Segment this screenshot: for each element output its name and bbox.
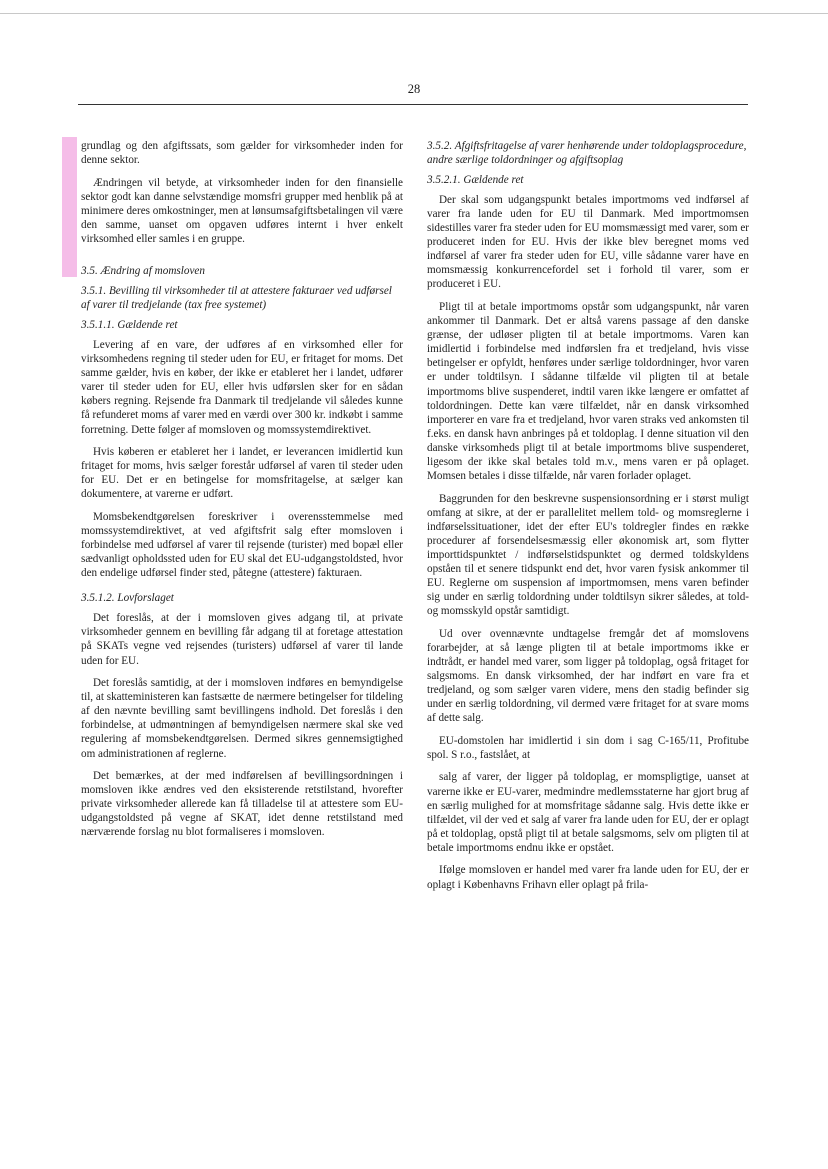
- paragraph: Baggrunden for den beskrevne suspensionsordning er i størst muligt omfang at sikre, at der er parallelitet mellem told- og momsreglerne i indførselssituationer, idet der efter EU's toldregler findes en række procedurer af forsendelsesmæssig eller økonomisk art, som flytter importtidspunktet / indførselstidspunktet og dermed toldskyldens opståen til et senere tidspunkt end det, hvor varen fysisk ankommer til EU. Reglerne om suspension af importmomsen, mens varen befinder sig under en særlig toldordning under toldtilsyn sikrer således, at told- og momsskyld opstår samtidigt.: [427, 492, 749, 618]
- header-rule: [78, 104, 748, 105]
- paragraph: Det bemærkes, at der med indførelsen af bevillingsordningen i momsloven ikke ændres ved den eksisterende retstilstand, hvorefter private virksomheder allerede kan få tilladelse til at attestere som EU-udgangstoldsted på vegne af SKAT, idet denne retstilstand med nærværende forslag nu blot formaliseres i momsloven.: [81, 770, 403, 839]
- page-number: 28: [407, 82, 421, 96]
- paragraph: Der skal som udgangspunkt betales importmoms ved indførsel af varer fra lande uden for EU til Danmark. Med importmomsen sidestilles varer fra steder uden for EU momsmæssigt med varer, som er produceret inden for EU. Hvis der ikke blev beregnet moms ved indførsel af varer fra steder uden for EU, ville sådanne varer have en momsmæssig konkurrencefordel set i forhold til varer, som er produceret i EU.: [427, 194, 749, 291]
- paragraph: EU-domstolen har imidlertid i sin dom i sag C-165/11, Profitube spol. S r.o., fastslået, at: [427, 734, 749, 761]
- paragraph: Ifølge momsloven er handel med varer fra lande uden for EU, der er oplagt i Københavns Frihavn eller oplagt på frila-: [427, 864, 749, 891]
- paragraph: Det foreslås, at der i momsloven gives adgang til, at private virksomheder gennem en bevilling får adgang til at foretage attestation på SKATs vegne ved rejsendes (turisters) udførsel af varer til lande uden for EU.: [81, 612, 403, 667]
- highlight-mark: [62, 137, 77, 277]
- paragraph: Det foreslås samtidig, at der i momsloven indføres en bemyndigelse til, at skatteministeren kan fastsætte de nærmere betingelser for tildeling af den nævnte bevilling samt bevillingens indhold. Det foreslås i den forbindelse, at udmøntningen af bemyndigelsen nærmere skal ske ved regulering af momsbekendtgørelsen. Dermed sikres gennemsigtighed om administrationen af reglerne.: [81, 677, 403, 760]
- paragraph: Pligt til at betale importmoms opstår som udgangspunkt, når varen ankommer til Danmark. Det er altså varens passage af den danske grænse, der udløser pligten til at betale importmoms. Varen kan imidlertid i forbindelse med indførslen fra et tredjeland, hvis visse betingelser er opfyldt, henføres under særlige toldordninger, hvor varen er under toldtilsyn. I sådanne tilfælde vil pligten til at betale importmoms blive suspenderet, indtil varen ikke længere er omfattet af toldordningen. Dette kan være tilfældet, når en dansk virksomhed importerer en vare fra et tredjeland, hvor varen straks ved ankomsten til f.eks. en dansk havn anbringes på et toldoplag. I denne situation vil den danske virksomheds pligt til at betale importmoms blive suspenderet, ligesom der ikke skal betales told m.v., mens varen er på oplaget. Momsen betales i disse tilfælde, når varen forlader oplaget.: [427, 301, 749, 482]
- scan-edge-line: [0, 13, 828, 14]
- right-column: [427, 139, 749, 900]
- paragraph: grundlag og den afgiftssats, som gælder for virksomheder inden for denne sektor.: [81, 140, 403, 167]
- section-heading-3-5-2: 3.5.2. Afgiftsfritagelse af varer henhørende under toldoplagsprocedure, andre særlige toldordninger og afgiftsoplag: [427, 140, 747, 166]
- section-heading-3-5: 3.5. Ændring af momsloven: [81, 265, 205, 278]
- left-column: [81, 139, 403, 848]
- paragraph: Ud over ovennævnte undtagelse fremgår det af momslovens forarbejder, at så længe pligten til at betale importmoms ikke er indtrådt, er handel med varer, som ligger på toldoplag, også fritaget for salgsmoms. En dansk virksomhed, der har indført en vare fra et tredjeland, og som sælger varen videre, mens den stadig befinder sig under en særlig toldordning, vil dermed være fritaget for at svare moms af dette salg.: [427, 627, 749, 725]
- paragraph: Hvis køberen er etableret her i landet, er leverancen imidlertid kun fritaget for moms, hvis sælger forestår udførsel af varen til steder uden for EU. Det er en betingelse for momsfritagelse, at sælger kan dokumentere, at varerne er udført.: [81, 446, 403, 501]
- quoted-paragraph: salg af varer, der ligger på toldoplag, er momspligtige, uanset at varerne ikke er EU-varer, medmindre medlemsstaterne har gjort brug af en særlig mulighed for at momsfritage sådanne salg. Hvis dette ikke er tilfældet, vil der ved et salg af varer fra lande uden for EU, der er oplagt på et toldoplag, opstå pligt til at betale salgsmoms, selv om pligten til at betale importmoms endnu ikke er opstået.: [427, 771, 749, 854]
- section-heading-3-5-1-1: 3.5.1.1. Gældende ret: [81, 319, 178, 332]
- section-heading-3-5-2-1: 3.5.2.1. Gældende ret: [427, 174, 524, 186]
- section-heading-3-5-1: 3.5.1. Bevilling til virksomheder til at attestere fakturaer ved udførsel af varer til tredjelande (tax free systemet): [81, 285, 392, 312]
- paragraph: Levering af en vare, der udføres af en virksomhed eller for virksomhedens regning til steder uden for EU, er fritaget for moms. Det samme gælder, hvis en køber, der ikke er etableret her i landet, udfører varer til steder uden for EU, eller hvis udførslen sker for en sådan købers regning. Rejsende fra Danmark til tredjelande vil således kunne få refunderet moms af varer med en værdi over 300 kr. indkøbt i samme forretning. Dette følger af momsloven og momssystemdirektivet.: [81, 339, 403, 436]
- paragraph: Momsbekendtgørelsen foreskriver i overensstemmelse med momssystemdirektivet, at ved afgiftsfrit salg efter momsloven i forbindelse med udførsel af varer til rejsende (turister) med bopæl eller sædvanligt opholdssted uden for EU skal det EU-udgangstoldsted, hvor den endelige udførsel finder sted, påtegne (attestere) fakturaen.: [81, 510, 403, 580]
- section-heading-3-5-1-2: 3.5.1.2. Lovforslaget: [81, 592, 174, 605]
- paragraph: Ændringen vil betyde, at virksomheder inden for den finansielle sektor godt kan danne selvstændige momsfri grupper med henblik på at minimere deres omkostninger, men at lønsumsafgiftsbetalingen vil være den samme, uanset om opgaven udføres internt i hver enkelt virksomhed eller samles i en gruppe.: [81, 176, 403, 245]
